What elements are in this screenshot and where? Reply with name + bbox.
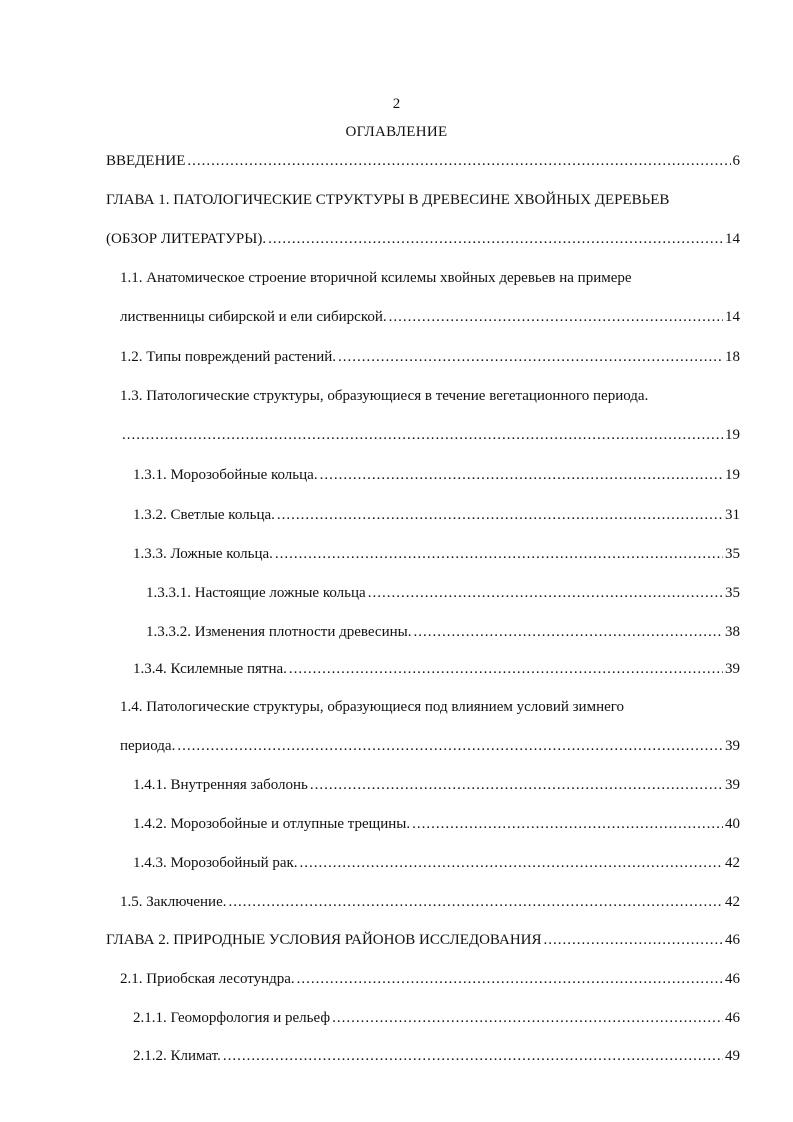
toc-entry[interactable] [120, 425, 740, 445]
toc-entry-page: 39 [725, 661, 740, 677]
toc-entry-page: 19 [725, 427, 740, 443]
toc-entry[interactable] [120, 307, 740, 327]
toc-entry[interactable] [120, 386, 648, 406]
toc-entry[interactable] [133, 775, 740, 795]
toc-entry[interactable] [146, 622, 740, 642]
toc-entry[interactable] [133, 1008, 740, 1028]
toc-entry-text: 1.3. Патологические структуры, образующиеся в течение вегетационного периода. [120, 388, 649, 404]
leader-dots [310, 775, 723, 795]
toc-entry-page: 14 [725, 309, 740, 325]
toc-entry[interactable] [106, 930, 740, 950]
toc-entry[interactable] [133, 659, 740, 679]
leader-dots [389, 307, 723, 327]
toc-entry-text: лиственницы сибирской и ели сибирской. [120, 309, 387, 325]
toc-entry-page: 42 [725, 855, 740, 871]
toc-entry-text: 2.1. Приобская лесотундра. [120, 971, 295, 987]
page-number: 2 [392, 96, 401, 112]
toc-entry-page: 40 [725, 816, 740, 832]
leader-dots [297, 969, 723, 989]
toc-entry[interactable] [133, 544, 740, 564]
toc-entry-page: 14 [725, 231, 740, 247]
toc-entry-text: 1.4.3. Морозобойный рак. [133, 855, 298, 871]
toc-title: ОГЛАВЛЕНИЕ [345, 124, 448, 140]
toc-entry[interactable] [120, 347, 740, 367]
toc-entry[interactable] [133, 505, 740, 525]
leader-dots [277, 505, 723, 525]
toc-entry-text: 1.3.3.2. Изменения плотности древесины. [146, 624, 412, 640]
toc-entry-text: 1.2. Типы повреждений растений. [120, 349, 337, 365]
toc-entry-page: 31 [725, 507, 740, 523]
toc-entry-text: 1.4. Патологические структуры, образующиеся под влиянием условий зимнего [120, 699, 625, 715]
toc-entry-text: 1.1. Анатомическое строение вторичной ксилемы хвойных деревьев на примере [120, 270, 632, 286]
leader-dots [320, 465, 723, 485]
leader-dots [300, 853, 723, 873]
toc-entry[interactable] [120, 697, 624, 717]
toc-entry-page: 46 [725, 932, 740, 948]
toc-entry-text: 1.3.3. Ложные кольца. [133, 546, 273, 562]
leader-dots [268, 229, 723, 249]
toc-entry-page: 46 [725, 971, 740, 987]
toc-entry-text: 1.3.2. Светлые кольца. [133, 507, 275, 523]
leader-dots [544, 930, 724, 950]
toc-entry-text: 1.4.1. Внутренняя заболонь [133, 777, 308, 793]
toc-entry-text: (ОБЗОР ЛИТЕРАТУРЫ). [106, 231, 267, 247]
leader-dots [122, 425, 723, 445]
toc-entry[interactable] [146, 583, 740, 603]
leader-dots [177, 736, 723, 756]
toc-entry[interactable] [106, 190, 669, 210]
toc-entry-text: 1.4.2. Морозобойные и отлупные трещины. [133, 816, 411, 832]
toc-entry[interactable] [133, 853, 740, 873]
leader-dots [338, 347, 723, 367]
toc-entry[interactable] [106, 229, 740, 249]
leader-dots [187, 151, 730, 171]
toc-entry-page: 38 [725, 624, 740, 640]
toc-entry[interactable] [120, 892, 740, 912]
toc-entry[interactable] [120, 736, 740, 756]
toc-entry-text: 1.3.1. Морозобойные кольца. [133, 467, 318, 483]
toc-entry-text: 2.1.1. Геоморфология и рельеф [133, 1010, 331, 1026]
toc-entry[interactable] [133, 1046, 740, 1066]
toc-entry-text: 1.5. Заключение. [120, 894, 227, 910]
toc-entry[interactable] [120, 268, 632, 288]
leader-dots [275, 544, 723, 564]
toc-entry-page: 42 [725, 894, 740, 910]
toc-entry-page: 49 [725, 1048, 740, 1064]
toc-entry-text: периода. [120, 738, 176, 754]
toc-entry-page: 35 [725, 585, 740, 601]
toc-entry[interactable] [133, 465, 740, 485]
toc-entry-page: 35 [725, 546, 740, 562]
toc-entry-page: 39 [725, 738, 740, 754]
leader-dots [223, 1046, 723, 1066]
toc-entry-text: 2.1.2. Климат. [133, 1048, 221, 1064]
toc-entry-page: 19 [725, 467, 740, 483]
toc-entry-text: ГЛАВА 2. ПРИРОДНЫЕ УСЛОВИЯ РАЙОНОВ ИССЛЕДОВАНИЯ [106, 932, 542, 948]
toc-entry[interactable] [120, 969, 740, 989]
toc-entry-page: 18 [725, 349, 740, 365]
leader-dots [289, 659, 723, 679]
toc-entry-text: 1.3.4. Ксилемные пятна. [133, 661, 287, 677]
toc-entry-text: ГЛАВА 1. ПАТОЛОГИЧЕСКИЕ СТРУКТУРЫ В ДРЕВЕСИНЕ ХВОЙНЫХ ДЕРЕВЬЕВ [106, 192, 670, 208]
toc-entry-text: ВВЕДЕНИЕ [106, 153, 186, 169]
toc-entry-page: 46 [725, 1010, 740, 1026]
toc-entry-page: 39 [725, 777, 740, 793]
leader-dots [332, 1008, 723, 1028]
leader-dots [412, 814, 723, 834]
toc-entry[interactable] [106, 151, 740, 171]
toc-entry[interactable] [133, 814, 740, 834]
leader-dots [413, 622, 723, 642]
leader-dots [229, 892, 724, 912]
toc-entry-text: 1.3.3.1. Настоящие ложные кольца [146, 585, 366, 601]
toc-entry-page: 6 [732, 153, 740, 169]
leader-dots [368, 583, 723, 603]
